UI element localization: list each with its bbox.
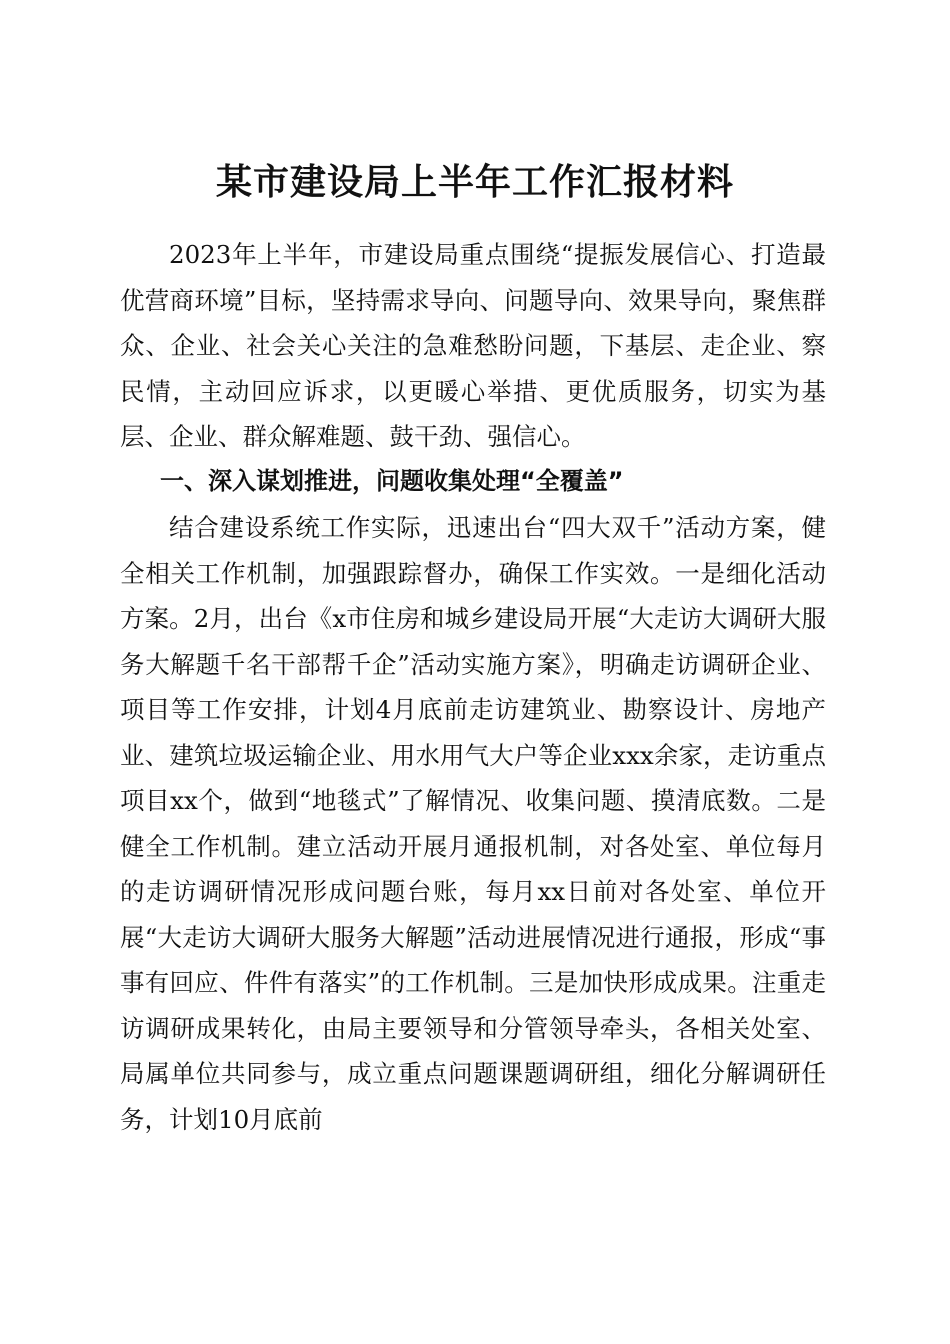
intro-paragraph: 2023年上半年，市建设局重点围绕“提振发展信心、打造最优营商环境”目标，坚持需求导向、问题导向、效果导向，聚焦群众、企业、社会关心关注的急难愁盼问题，下基层、走企业、察民情，主动回应诉求，以更暖心举措、更优质服务，切实为基层、企业、群众解难题、鼓干劲、强信心。 [120,240,826,451]
section-paragraph: 结合建设系统工作实际，迅速出台“四大双千”活动方案，健全相关工作机制，加强跟踪督办，确保工作实效。一是细化活动方案。2月，出台《x市住房和城乡建设局开展“大走访大调研大服务大解题千名干部帮千企”活动实施方案》，明确走访调研企业、项目等工作安排，计划4月底前走访建筑业、勘察设计、房地产业、建筑垃圾运输企业、用水用气大户等企业xxx余家，走访重点项目xx个，做到“地毯式”了解情况、收集问题、摸清底数。二是健全工作机制。建立活动开展月通报机制，对各处室、单位每月的走访调研情况形成问题台账，每月xx日前对各处室、单位开展“大走访大调研大服务大解题”活动进展情况进行通报，形成“事事有回应、件件有落实”的工作机制。三是加快形成成果。注重走访调研成果转化，由局主要领导和分管领导牵头，各相关处室、局属单位共同参与，成立重点问题课题调研组，细化分解调研任务，计划10月底前 [120,513,826,1134]
section-heading: 一、深入谋划推进，问题收集处理“全覆盖” [160,467,624,495]
document-title: 某市建设局上半年工作汇报材料 [215,161,734,204]
